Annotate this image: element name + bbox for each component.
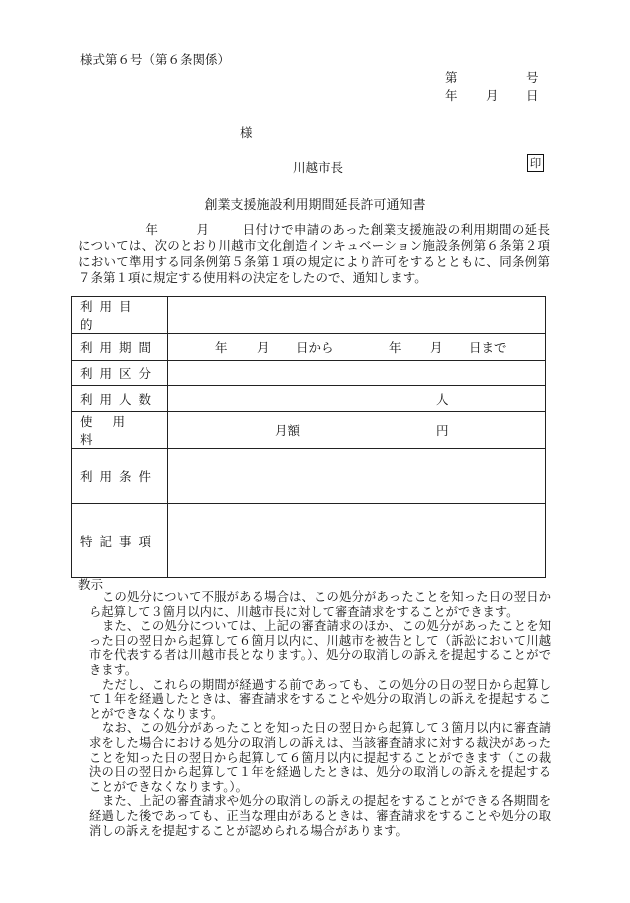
notes-label-cell (72, 504, 168, 578)
purpose-label-cell (72, 297, 168, 334)
table-row (72, 361, 546, 386)
table-row (72, 504, 546, 578)
purpose-value-cell (168, 297, 546, 334)
period-label: 利用期間 (80, 340, 159, 355)
table-row (72, 386, 546, 412)
category-label: 利用区分 (80, 366, 159, 381)
period-start-year: 年 (215, 340, 228, 355)
fee-monthly-label: 月額 (275, 423, 301, 438)
period-start-month: 月 (257, 340, 270, 355)
document-number-suffix: 号 (526, 70, 539, 85)
intro-month: 月 (196, 222, 210, 237)
fee-label-cell (72, 412, 168, 449)
table-row (72, 449, 546, 504)
addressee-honorific: 様 (240, 125, 253, 140)
people-label: 利用人数 (80, 391, 159, 407)
period-end-year: 年 (389, 340, 402, 355)
conditions-value-cell (168, 449, 546, 504)
fee-value-cell (168, 412, 546, 449)
purpose-label: 利用目的 (80, 299, 139, 332)
notice-paragraph: ただし、これらの期間が経過する前であっても、この処分の日の翌日から起算して１年を経過したときは、審査請求をすることや処分の取消しの訴えを提起することができなくなります。 (89, 677, 551, 721)
date-day-label: 日 (526, 88, 539, 103)
intro-text: 日付けで申請のあった創業支援施設の利用期間の延長については、次のとおり川越市文化創造インキュベーション施設条例第６条第２項において準用する同条例第５条第１項の規定により許可をするとともに、同条例第７条第１項に規定する使用料の決定をしたので、通知します。 (78, 222, 550, 285)
fee-label: 使用料 (80, 414, 146, 447)
notice-heading: 教示 (78, 577, 104, 592)
intro-year: 年 (145, 222, 159, 237)
people-label-cell (72, 386, 168, 412)
intro-paragraph (78, 222, 550, 286)
form-number: 様式第６号（第６条関係） (80, 52, 231, 67)
notice-paragraph: なお、この処分があったことを知った日の翌日から起算して３箇月以内に審査請求をした場合における処分の取消しの訴えは、当該審査請求に対する裁決があったことを知った日の翌日から起算して６箇月以内に提起することができます（この裁決の日の翌日から起算して１年を経過したときは、処分の取消しの訴えを提起することができなくなります。）。 (89, 721, 551, 794)
notice-paragraph: また、この処分については、上記の審査請求のほか、この処分があったことを知った日の翌日から起算して６箇月以内に、川越市を被告として（訴訟において川越市を代表する者は川越市長となります。）、処分の取消しの訴えを提起することができます。 (89, 619, 551, 677)
notice-paragraph: この処分について不服がある場合は、この処分があったことを知った日の翌日から起算して３箇月以内に、川越市長に対して審査請求をすることができます。 (89, 590, 551, 619)
period-label-cell (72, 334, 168, 361)
period-start-suffix: 日から (296, 340, 334, 355)
people-value-cell (168, 386, 546, 412)
notice-paragraph: また、上記の審査請求や処分の取消しの訴えの提起をすることができる各期間を経過した後であっても、正当な理由があるときは、審査請求をすることや処分の取消しの訴えを提起することが認められる場合があります。 (89, 794, 551, 838)
category-value-cell (168, 361, 546, 386)
seal-stamp-box: 印 (527, 154, 544, 172)
conditions-label: 利用条件 (80, 469, 159, 484)
notice-body (89, 590, 551, 838)
period-end-month: 月 (430, 340, 443, 355)
table-row (72, 334, 546, 361)
people-unit: 人 (436, 391, 449, 407)
category-label-cell (72, 361, 168, 386)
notes-label: 特記事項 (80, 533, 159, 549)
permit-details-table (71, 296, 546, 578)
table-row (72, 412, 546, 449)
period-value-cell (168, 334, 546, 361)
issuer-name: 川越市長 (293, 160, 344, 175)
period-end-suffix: 日まで (469, 340, 507, 355)
document-number-label: 第 (445, 70, 458, 85)
conditions-label-cell (72, 449, 168, 504)
date-month-label: 月 (486, 88, 499, 103)
document-title: 創業支援施設利用期間延長許可通知書 (204, 198, 426, 213)
fee-unit: 円 (436, 423, 449, 438)
table-row (72, 297, 546, 334)
notes-value-cell (168, 504, 546, 578)
date-year-label: 年 (445, 88, 458, 103)
